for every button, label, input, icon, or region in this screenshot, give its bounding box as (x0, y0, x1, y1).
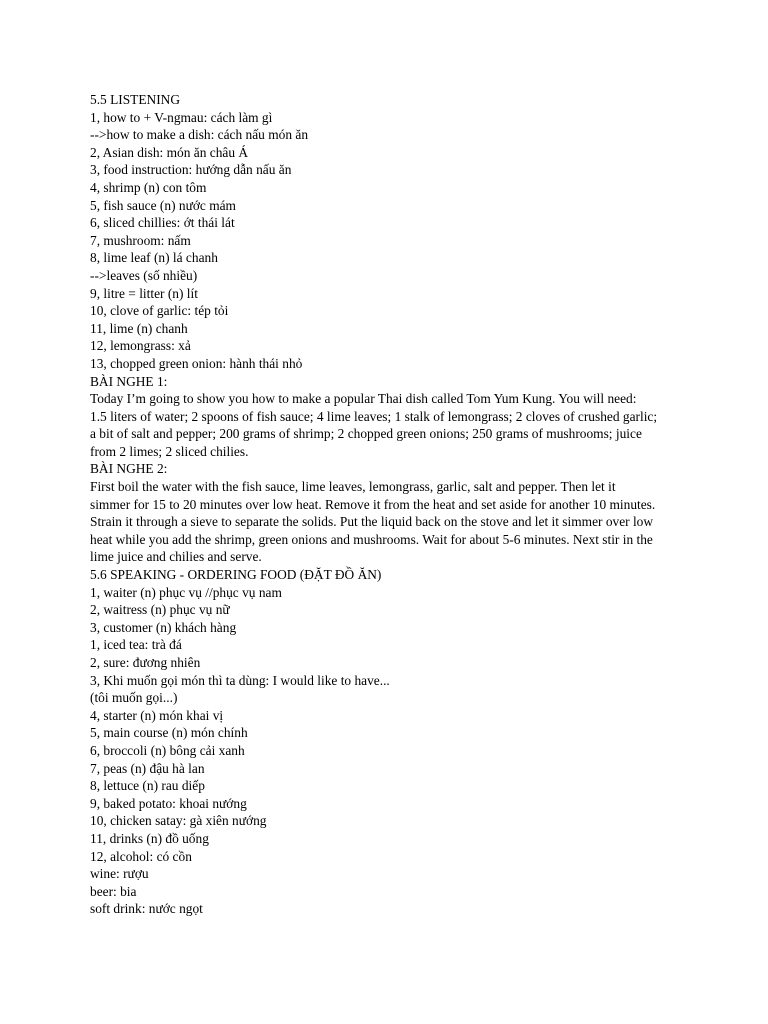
paragraph-line: simmer for 15 to 20 minutes over low heat. Remove it from the heat and set aside for another 10 minutes. (90, 496, 656, 512)
vocab-line: 2, Asian dish: món ăn châu Á (90, 144, 249, 160)
paragraph-line: heat while you add the shrimp, green onions and mushrooms. Wait for about 5-6 minutes. Next stir in the (90, 531, 653, 547)
bai-nghe-2-paragraph (90, 478, 680, 566)
vocab-line: 1, how to + V-ngmau: cách làm gì (90, 109, 273, 125)
vocab-line: 7, mushroom: nấm (90, 232, 191, 248)
vocab-line: 8, lime leaf (n) lá chanh (90, 250, 218, 266)
vocab-line: 11, lime (n) chanh (90, 320, 188, 336)
vocab-line: 2, sure: đương nhiên (90, 655, 201, 670)
vocab-line: 9, litre = litter (n) lít (90, 285, 198, 301)
vocab-line: 5, main course (n) món chính (90, 725, 248, 741)
vocab-line: 1, waiter (n) phục vụ //phục vụ nam (90, 584, 282, 600)
vocab-line: wine: rượu (90, 866, 149, 882)
bai-nghe-1-paragraph (90, 390, 680, 460)
vocab-line: 9, baked potato: khoai nướng (90, 795, 247, 811)
paragraph-line: a bit of salt and pepper; 200 grams of shrimp; 2 chopped green onions; 250 grams of mushrooms; juice (90, 426, 642, 442)
listening-vocab-list (90, 109, 680, 373)
vocab-line: 3, food instruction: hướng dẫn nấu ăn (90, 162, 292, 178)
vocab-line: 11, drinks (n) đồ uống (90, 830, 209, 846)
vocab-line: 6, sliced chillies: ớt thái lát (90, 215, 235, 231)
vocab-line: 12, lemongrass: xả (90, 338, 191, 354)
vocab-line: soft drink: nước ngọt (90, 901, 203, 917)
vocab-line: 2, waitress (n) phục vụ nữ (90, 602, 230, 618)
vocab-line: 12, alcohol: có cồn (90, 848, 192, 864)
vocab-line: -->leaves (số nhiều) (90, 267, 198, 283)
vocab-line: 10, clove of garlic: tép tỏi (90, 303, 229, 319)
speaking-vocab-list (90, 584, 680, 918)
vocab-line: 1, iced tea: trà đá (90, 637, 182, 653)
document-content (90, 91, 680, 918)
vocab-line: 3, Khi muốn gọi món thì ta dùng: I would like to have... (90, 672, 390, 688)
vocab-line: 7, peas (n) đậu hà lan (90, 760, 205, 776)
bai-nghe-1-heading: BÀI NGHE 1: (90, 373, 168, 389)
section-heading-speaking: 5.6 SPEAKING - ORDERING FOOD (ĐẶT ĐỒ ĂN) (90, 567, 382, 583)
vocab-line: -->how to make a dish: cách nấu món ăn (90, 127, 309, 143)
vocab-line: 8, lettuce (n) rau diếp (90, 778, 205, 794)
vocab-line: 3, customer (n) khách hàng (90, 619, 237, 635)
paragraph-line: Today I’m going to show you how to make a popular Thai dish called Tom Yum Kung. You will need: (90, 391, 637, 407)
vocab-line: 4, shrimp (n) con tôm (90, 179, 207, 195)
paragraph-line: First boil the water with the fish sauce, lime leaves, lemongrass, garlic, salt and pepper. Then let it (90, 479, 616, 495)
vocab-line: 10, chicken satay: gà xiên nướng (90, 813, 267, 829)
paragraph-line: Strain it through a sieve to separate the solids. Put the liquid back on the stove and let it simmer over low (90, 514, 654, 530)
vocab-line: 13, chopped green onion: hành thái nhỏ (90, 355, 303, 371)
bai-nghe-2-heading: BÀI NGHE 2: (90, 461, 168, 477)
vocab-line: 4, starter (n) món khai vị (90, 707, 224, 723)
paragraph-line: 1.5 liters of water; 2 spoons of fish sauce; 4 lime leaves; 1 stalk of lemongrass; 2 cloves of crushed garlic; (90, 408, 658, 424)
paragraph-line: from 2 limes; 2 sliced chilies. (90, 443, 249, 459)
vocab-line: (tôi muốn gọi...) (90, 690, 178, 706)
section-heading-listening: 5.5 LISTENING (90, 92, 181, 107)
vocab-line: beer: bia (90, 883, 137, 899)
vocab-line: 6, broccoli (n) bông cải xanh (90, 742, 245, 758)
vocab-line: 5, fish sauce (n) nước mám (90, 197, 236, 213)
paragraph-line: lime juice and chilies and serve. (90, 549, 262, 565)
